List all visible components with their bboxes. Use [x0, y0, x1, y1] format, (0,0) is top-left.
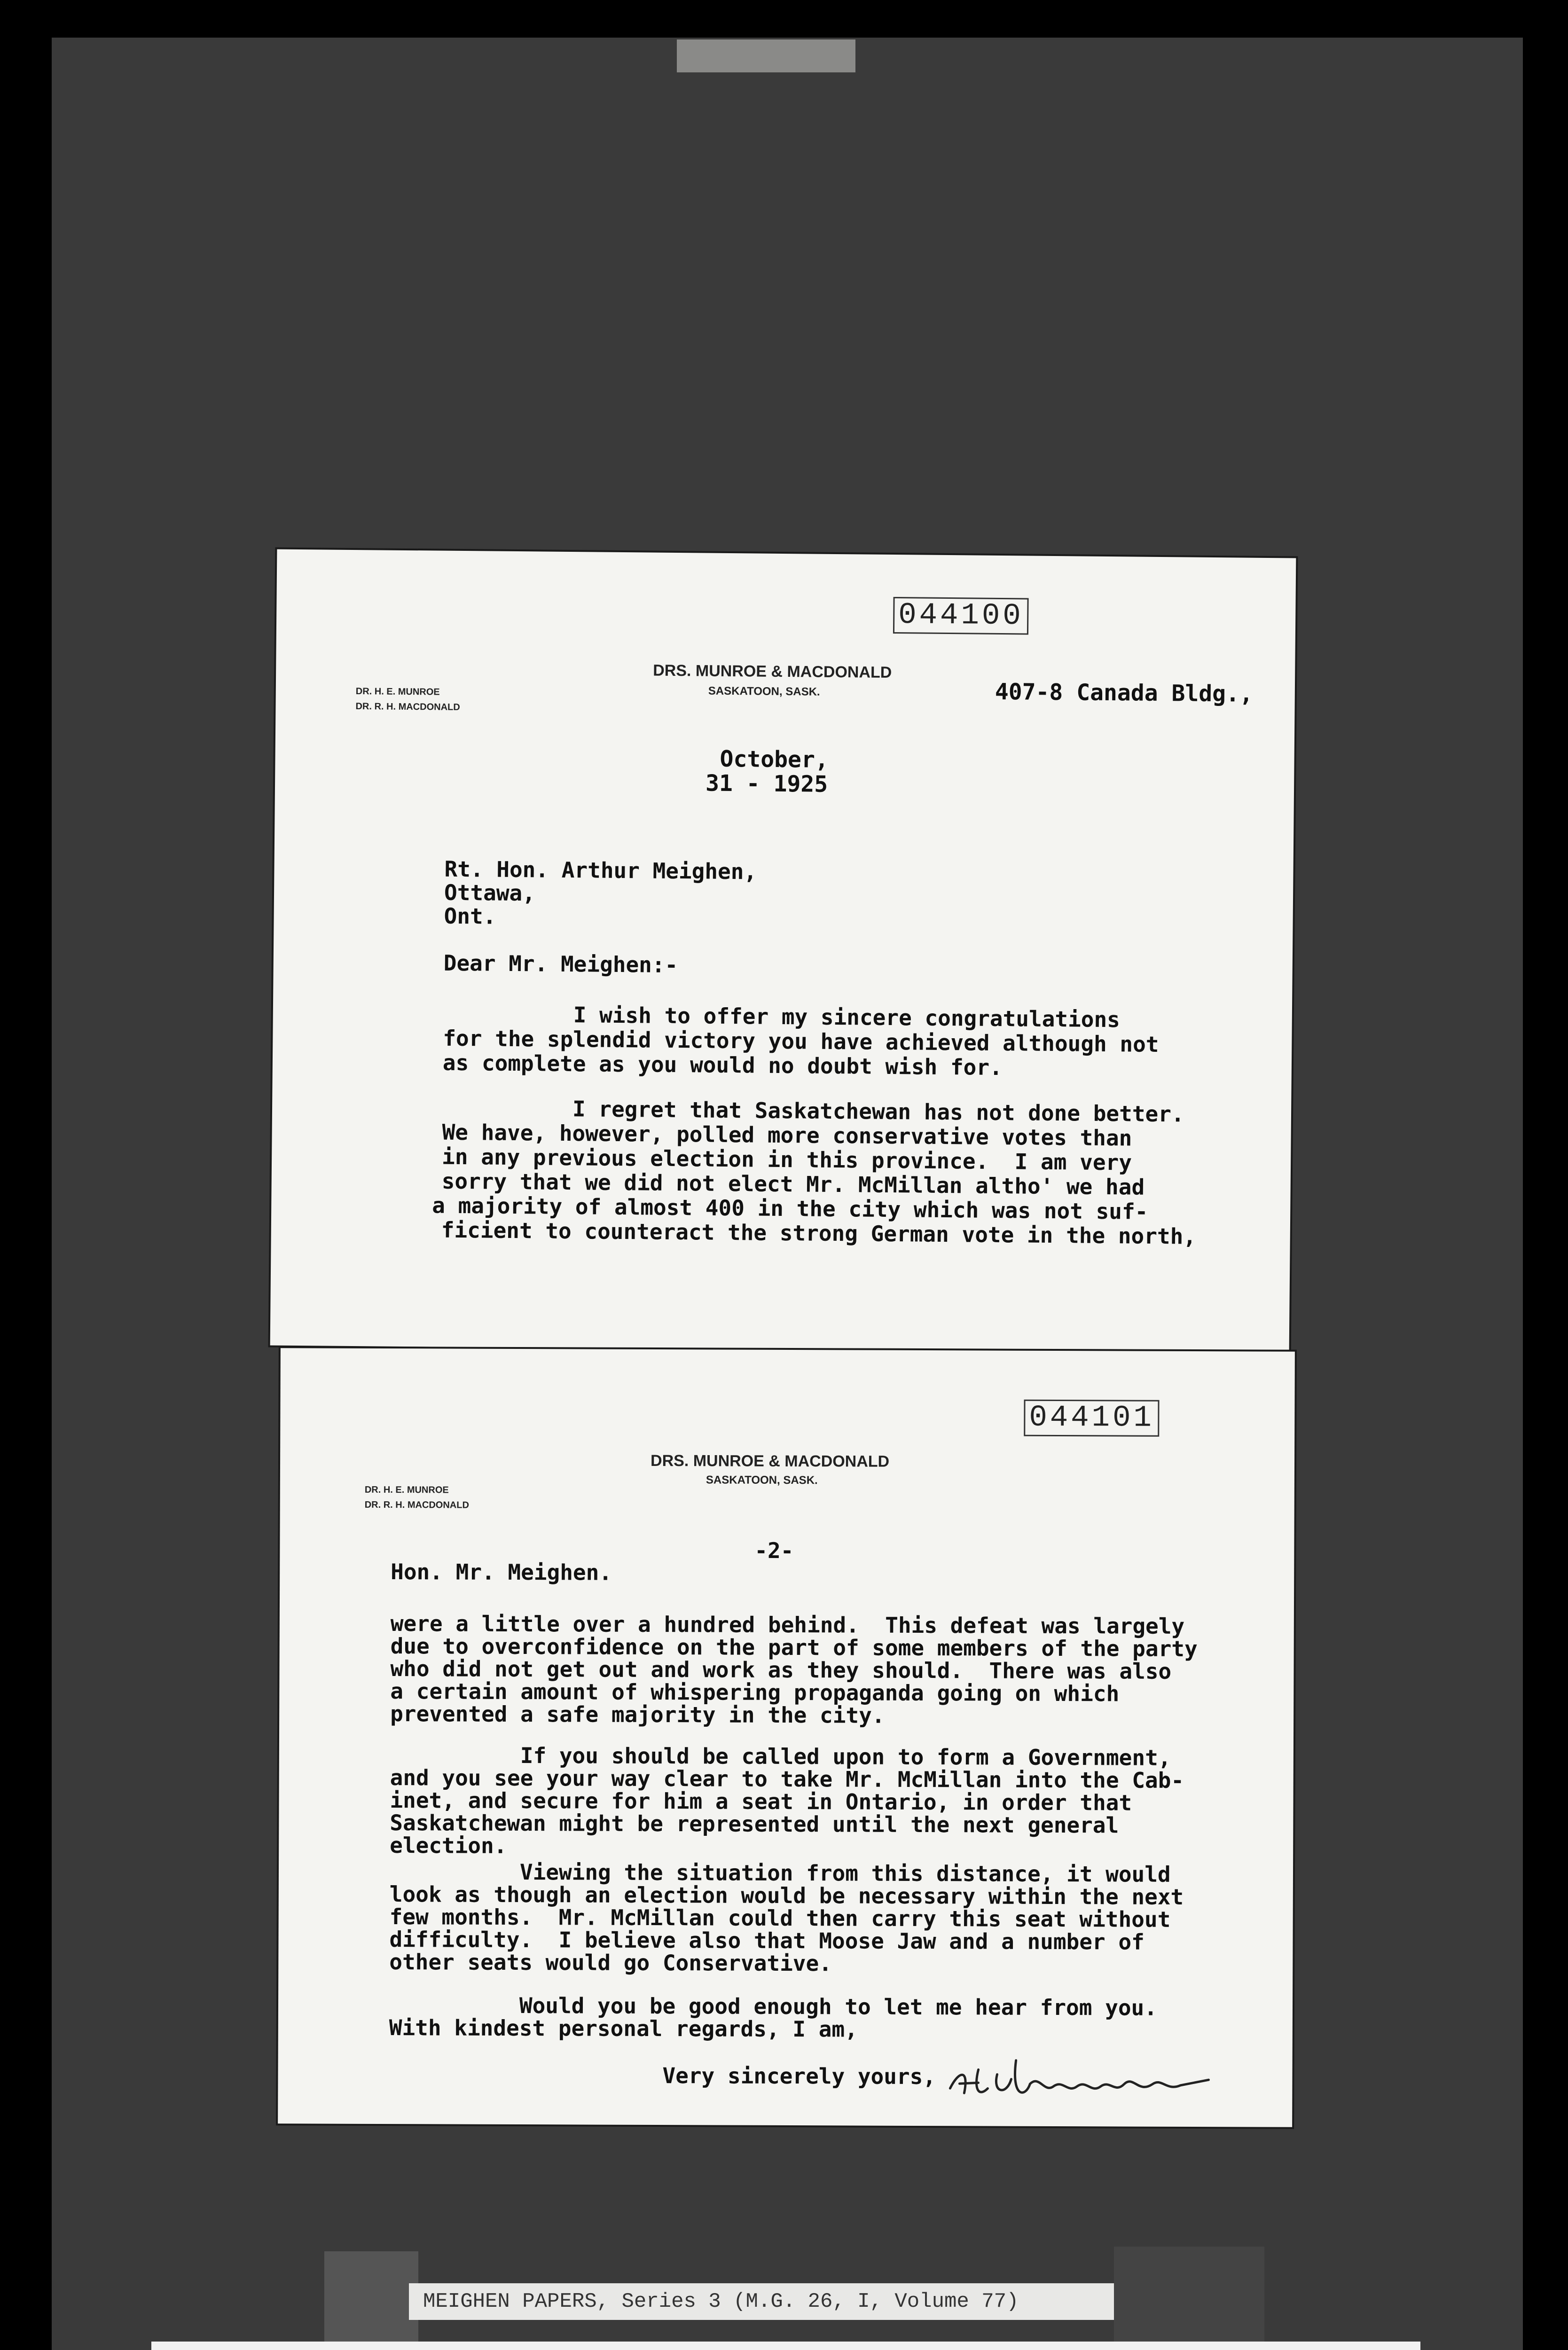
recipient-province: Ont. — [444, 903, 496, 929]
top-tape — [677, 39, 855, 72]
page1-doctor-2: DR. R. H. MACDONALD — [355, 701, 460, 713]
body-line: in any previous election in this province. I am very — [441, 1144, 1132, 1175]
page1-firm-name: DRS. MUNROE & MACDONALD — [653, 661, 892, 682]
recipient-city: Ottawa, — [444, 879, 536, 906]
body-line: who did not get out and work as they should. There was also — [390, 1656, 1172, 1684]
page1-doctor-1: DR. H. E. MUNROE — [355, 686, 440, 697]
body-line: We have, however, polled more conservative votes than — [442, 1119, 1132, 1151]
page1-date-month: October, — [720, 745, 829, 773]
body-line: Saskatchewan might be represented until the next general — [390, 1810, 1119, 1838]
recipient-name: Rt. Hon. Arthur Meighen, — [444, 856, 757, 885]
body-line: as complete as you would no doubt wish for. — [442, 1050, 1003, 1081]
body-line: were a little over a hundred behind. This defeat was largely — [390, 1611, 1185, 1639]
body-line: look as though an election would be necessary within the next — [389, 1881, 1184, 1910]
label-tape-right — [1114, 2247, 1264, 2345]
page2-doctor-2: DR. R. H. MACDONALD — [364, 1499, 469, 1511]
letter-page-1 — [270, 549, 1296, 1355]
page2-header-name: Hon. Mr. Meighen. — [391, 1559, 612, 1585]
page2-stamp-number: 044101 — [1024, 1400, 1160, 1437]
collection-label: MEIGHEN PAPERS, Series 3 (M.G. 26, I, Volume 77) — [409, 2283, 1114, 2320]
letter-page-2 — [278, 1348, 1295, 2127]
body-line: ficient to counteract the strong German vote in the north, — [441, 1217, 1197, 1249]
body-line: due to overconfidence on the part of some members of the party — [390, 1633, 1198, 1662]
body-line: sorry that we did not elect Mr. McMillan altho' we had — [441, 1168, 1145, 1200]
body-line: With kindest personal regards, I am, — [389, 2015, 858, 2042]
body-line: other seats would go Conservative. — [389, 1949, 832, 1976]
body-line: I regret that Saskatchewan has not done better. — [442, 1095, 1184, 1127]
page1-firm-city: SASKATOON, SASK. — [708, 684, 820, 698]
page1-date-day: 31 - 1925 — [705, 770, 828, 798]
body-line: inet, and secure for him a seat in Ontario, in order that — [390, 1787, 1132, 1816]
label-tape-left — [324, 2251, 418, 2345]
body-line: for the splendid victory you have achieved although not — [443, 1025, 1159, 1057]
signature — [945, 2041, 1218, 2108]
body-line: If you should be called upon to form a Government, — [390, 1742, 1171, 1770]
body-line: a majority of almost 400 in the city which was not suf- — [432, 1192, 1148, 1224]
page1-stamp-number: 044100 — [893, 597, 1029, 635]
closing: Very sincerely yours, — [662, 2063, 936, 2090]
body-line: election. — [390, 1833, 507, 1858]
body-line: prevented a safe majority in the city. — [390, 1701, 885, 1728]
public-archives-stamp — [151, 2342, 1420, 2350]
body-line: Viewing the situation from this distance, it would — [389, 1859, 1171, 1887]
body-line: and you see your way clear to take Mr. McMillan into the Cab- — [390, 1765, 1184, 1793]
body-line: difficulty. I believe also that Moose Jaw and a number of — [389, 1927, 1145, 1955]
page2-page-number: -2- — [754, 1537, 794, 1564]
body-line: I wish to offer my sincere congratulations — [443, 1001, 1121, 1033]
body-line: few months. Mr. McMillan could then carry this seat without — [389, 1904, 1171, 1932]
body-line: Would you be good enough to let me hear from you. — [389, 1992, 1158, 2021]
page2-firm-name: DRS. MUNROE & MACDONALD — [650, 1451, 890, 1471]
page2-doctor-1: DR. H. E. MUNROE — [364, 1484, 449, 1496]
page2-firm-city: SASKATOON, SASK. — [706, 1473, 818, 1487]
page1-address: 407-8 Canada Bldg., — [995, 678, 1254, 707]
salutation: Dear Mr. Meighen:- — [443, 950, 678, 978]
body-line: a certain amount of whispering propaganda going on which — [390, 1678, 1120, 1707]
